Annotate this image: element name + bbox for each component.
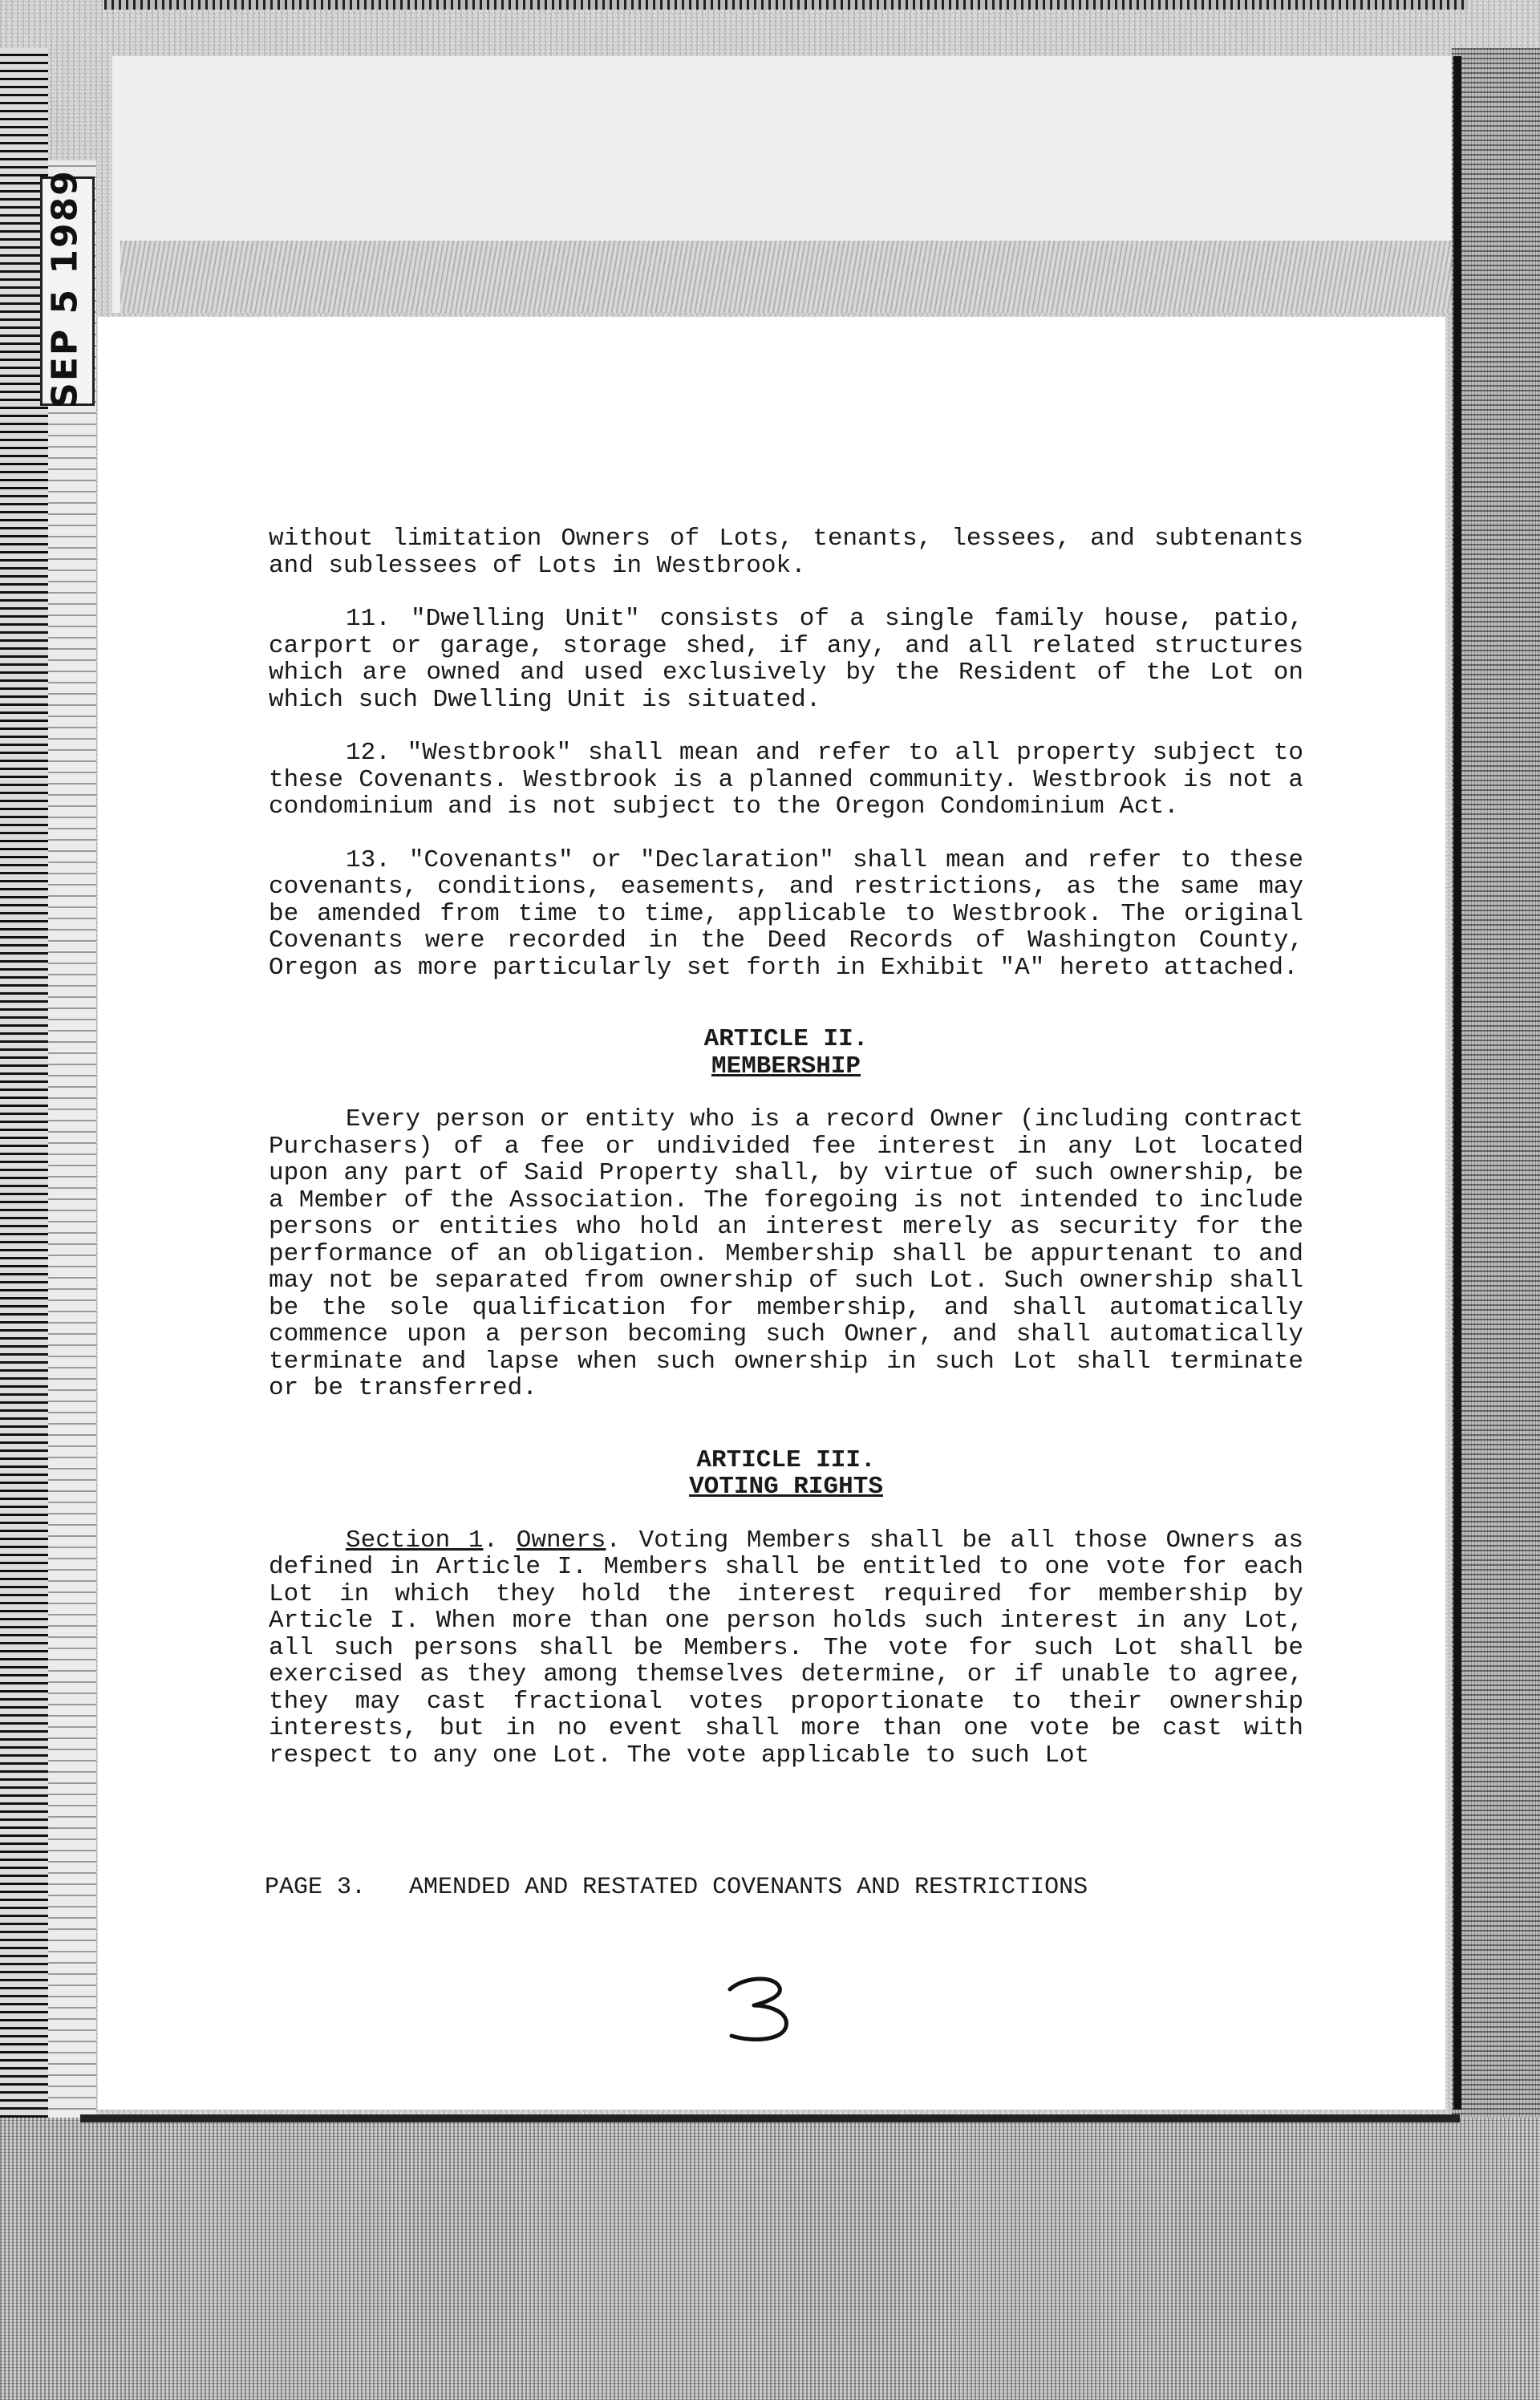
document-body bbox=[269, 525, 1303, 1795]
paragraph-definition-12: 12. "Westbrook" shall mean and refer to all property subject to these Covenants. Westbrook is a planned community. Westbrook is not a condominium and is not subject to the Oregon Condominium Act. bbox=[269, 739, 1303, 821]
page-footer bbox=[265, 1874, 1088, 1901]
footer-title: AMENDED AND RESTATED COVENANTS AND RESTRICTIONS bbox=[409, 1874, 1088, 1901]
article-3-subheading: VOTING RIGHTS bbox=[689, 1473, 883, 1501]
paragraph-intro-continued: without limitation Owners of Lots, tenants, lessees, and subtenants and sublessees of Lots in Westbrook. bbox=[269, 525, 1303, 580]
section-1-label: Section 1 bbox=[346, 1526, 484, 1555]
scan-right-rule bbox=[1453, 56, 1461, 2110]
paragraph-definition-11: 11. "Dwelling Unit" consists of a single family house, patio, carport or garage, storage shed, if any, and all related structures which are owned and used exclusively by the Resident of the Lot on which such Dwelling Unit is situated. bbox=[269, 605, 1303, 714]
article-3-heading-block bbox=[269, 1447, 1303, 1501]
scan-noise-top bbox=[104, 0, 1468, 10]
handwritten-3-mark bbox=[712, 1965, 808, 2053]
section-1-text: Voting Members shall be all those Owners as defined in Article I. Members shall be entitled to one vote for each Lot in which they hold the interest required for membership by Article I. When more than one person holds such interest in any Lot, all such persons shall be Members. The vote for such Lot shall be exercised as they among themselves determine, or if unable to agree, they may cast fractional votes proportionate to their ownership interests, but in no event shall more than one vote be cast with respect to any one Lot. The vote applicable to such Lot bbox=[269, 1526, 1303, 1770]
section-1-title: Owners bbox=[516, 1526, 606, 1555]
date-stamp: SEP 5 1989 bbox=[44, 169, 86, 408]
handwritten-page-number-text bbox=[712, 1965, 713, 1966]
article-3-heading: ARTICLE III. bbox=[696, 1445, 876, 1474]
article-3-section-1: Section 1. Owners. Voting Members shall be all those Owners as defined in Article I. Members shall be entitled to one vote for each Lot in which they hold the interest required for membership by Article I. When more than one person holds such interest in any Lot, all such persons shall be Members. The vote for such Lot shall be exercised as they among themselves determine, or if unable to agree, they may cast fractional votes proportionate to their ownership interests, but in no event shall more than one vote be cast with respect to any one Lot. The vote applicable to such Lot bbox=[269, 1526, 1303, 1770]
scan-noise-top-inner bbox=[120, 241, 1468, 313]
article-2-subheading: MEMBERSHIP bbox=[711, 1052, 861, 1080]
scan-noise-right-edge bbox=[1452, 48, 1540, 2278]
handwritten-page-number bbox=[712, 1965, 808, 2053]
scan-noise-left-margin bbox=[48, 160, 96, 2166]
article-2-heading: ARTICLE II. bbox=[703, 1025, 869, 1053]
article-2-heading-block bbox=[269, 1026, 1303, 1080]
article-2-paragraph: Every person or entity who is a record Owner (including contract Purchasers) of a fee or undivided fee interest in any Lot located upon any part of Said Property shall, by virtue of such ownership, be a Member of the Association. The foregoing is not intended to include persons or entities who hold an interest merely as security for the performance of an obligation. Membership shall be appurtenant to and may not be separated from ownership of such Lot. Such ownership shall be the sole qualification for membership, and shall automatically commence upon a person becoming such Owner, and shall automatically terminate and lapse when such ownership in such Lot shall terminate or be transferred. bbox=[269, 1105, 1303, 1402]
footer-page-label: PAGE 3. bbox=[265, 1874, 367, 1901]
paragraph-definition-13: 13. "Covenants" or "Declaration" shall mean and refer to these covenants, conditions, easements, and restrictions, as the same may be amended from time to time, applicable to Westbrook. The original Covenants were recorded in the Deed Records of Washington County, Oregon as more particularly set forth in Exhibit "A" hereto attached. bbox=[269, 845, 1303, 982]
scan-noise-bottom bbox=[0, 2118, 1540, 2400]
scan-bottom-rule bbox=[80, 2114, 1460, 2122]
